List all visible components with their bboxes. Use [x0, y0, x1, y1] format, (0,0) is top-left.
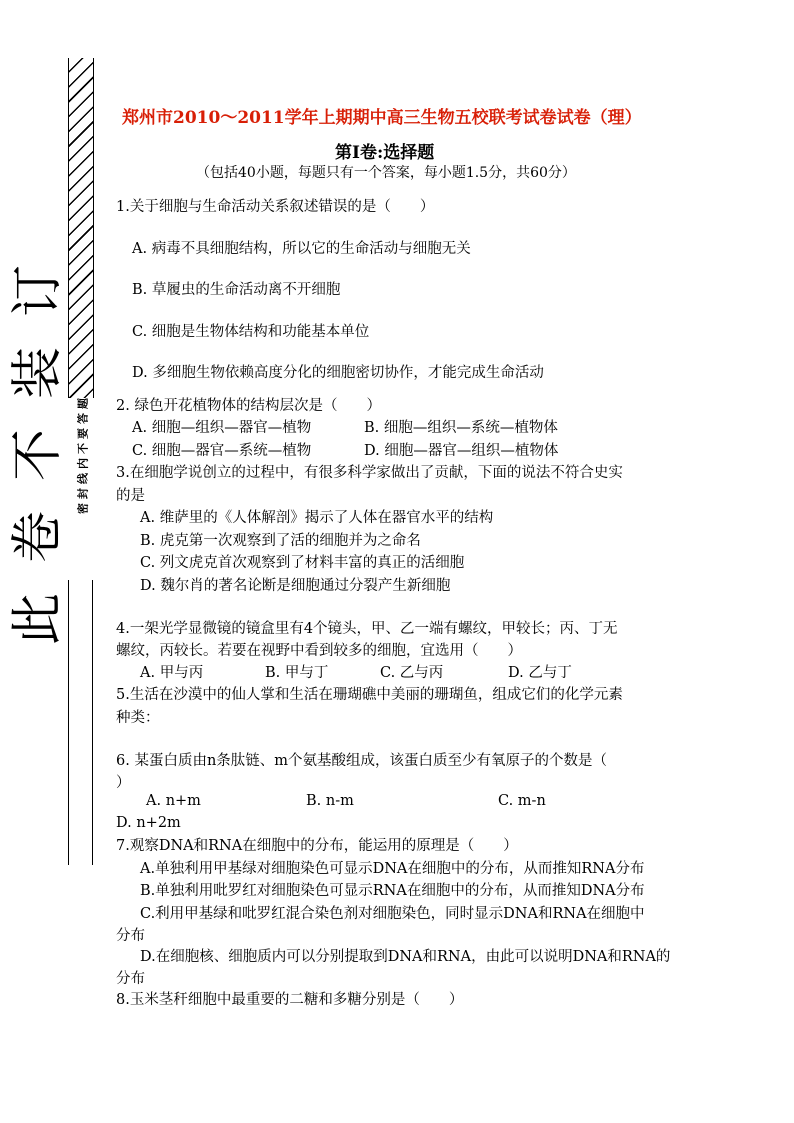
binding-seal-text — [8, 250, 68, 660]
warning-char: 题 — [76, 398, 90, 409]
exam-title: 郑州市2010～2011学年上期期中高三生物五校联考试卷试卷（理） — [122, 108, 642, 128]
question-6-option-c: C. m-n — [498, 793, 546, 809]
question-7-option-c-cont: 分布 — [116, 928, 145, 944]
question-1-option-a: A. 病毒不具细胞结构，所以它的生命活动与细胞无关 — [132, 241, 471, 257]
question-3-option-d: D. 魏尔肖的著名论断是细胞通过分裂产生新细胞 — [140, 578, 451, 594]
question-2-option-c: C. 细胞—器官—系统—植物 — [132, 443, 312, 459]
question-6-option-a: A. n+m — [146, 793, 201, 809]
question-6-stem-cont: ） — [116, 775, 131, 791]
warning-char: 封 — [76, 488, 90, 499]
question-7-option-d-cont: 分布 — [116, 971, 145, 987]
seal-char: 装 — [8, 347, 68, 400]
question-7-option-c: C.利用甲基绿和吡罗红混合染色剂对细胞染色，同时显示DNA和RNA在细胞中 — [140, 906, 645, 922]
seal-char: 不 — [8, 429, 68, 482]
binding-line-right — [92, 580, 93, 865]
question-3-stem: 3.在细胞学说创立的过程中，有很多科学家做出了贡献，下面的说法不符合史实 — [116, 465, 623, 481]
question-3-option-c: C. 列文虎克首次观察到了材料丰富的真正的活细胞 — [140, 555, 465, 571]
question-2-option-b: B. 细胞—组织—系统—植物体 — [364, 420, 558, 436]
section-instructions: （包括40小题，每题只有一个答案，每小题1.5分，共60分） — [196, 165, 576, 181]
question-8-stem: 8.玉米茎秆细胞中最重要的二糖和多糖分别是（ ） — [116, 992, 464, 1008]
warning-char: 密 — [76, 503, 90, 514]
warning-char: 要 — [76, 428, 90, 439]
question-3-option-b: B. 虎克第一次观察到了活的细胞并为之命名 — [140, 533, 421, 549]
question-4-option-c: C. 乙与丙 — [380, 665, 444, 681]
question-4-option-a: A. 甲与丙 — [140, 665, 204, 681]
question-1-option-c: C. 细胞是生物体结构和功能基本单位 — [132, 324, 370, 340]
question-4-stem-cont: 螺纹，丙较长。若要在视野中看到较多的细胞，宜选用（ ） — [116, 643, 522, 659]
question-7-option-a: A.单独利用甲基绿对细胞染色可显示DNA在细胞中的分布，从而推知RNA分布 — [140, 861, 645, 877]
seal-char: 订 — [8, 265, 68, 318]
warning-char: 不 — [76, 443, 90, 454]
question-3-stem-cont: 的是 — [116, 488, 145, 504]
warning-char: 线 — [76, 473, 90, 484]
question-3-option-a: A. 维萨里的《人体解剖》揭示了人体在器官水平的结构 — [140, 510, 494, 526]
warning-char: 内 — [76, 458, 90, 469]
question-7-stem: 7.观察DNA和RNA在细胞中的分布，能运用的原理是（ ） — [116, 838, 518, 854]
question-4-option-b: B. 甲与丁 — [265, 665, 329, 681]
question-2-option-d: D. 细胞—器官—组织—植物体 — [364, 443, 559, 459]
seal-char: 卷 — [8, 511, 68, 564]
question-6-option-d: D. n+2m — [116, 815, 181, 831]
question-4-stem: 4.一架光学显微镜的镜盒里有4个镜头，甲、乙一端有螺纹，甲较长；丙、丁无 — [116, 621, 618, 637]
seal-char: 此 — [8, 593, 68, 646]
question-2-stem: 2. 绿色开花植物体的结构层次是（ ） — [116, 398, 381, 414]
question-5-stem: 5.生活在沙漠中的仙人掌和生活在珊瑚礁中美丽的珊瑚鱼，组成它们的化学元素 — [116, 687, 623, 703]
question-7-option-d: D.在细胞核、细胞质内可以分别提取到DNA和RNA，由此可以说明DNA和RNA的 — [140, 949, 671, 965]
section-title: 第Ⅰ卷:选择题 — [335, 143, 435, 163]
question-7-option-b: B.单独利用吡罗红对细胞染色可显示RNA在细胞中的分布，从而推知DNA分布 — [140, 883, 645, 899]
question-5-stem-cont: 种类： — [116, 710, 160, 726]
question-1-option-d: D. 多细胞生物依赖高度分化的细胞密切协作，才能完成生命活动 — [132, 365, 544, 381]
warning-char: 答 — [76, 413, 90, 424]
binding-warning-text — [76, 396, 90, 516]
question-6-stem: 6. 某蛋白质由n条肽链、m个氨基酸组成，该蛋白质至少有氧原子的个数是（ — [116, 753, 608, 769]
question-4-option-d: D. 乙与丁 — [508, 665, 572, 681]
question-1-option-b: B. 草履虫的生命活动离不开细胞 — [132, 282, 341, 298]
question-1-stem: 1.关于细胞与生命活动关系叙述错误的是（ ） — [116, 199, 435, 215]
question-2-option-a: A. 细胞—组织—器官—植物 — [132, 420, 312, 436]
question-6-option-b: B. n-m — [306, 793, 354, 809]
